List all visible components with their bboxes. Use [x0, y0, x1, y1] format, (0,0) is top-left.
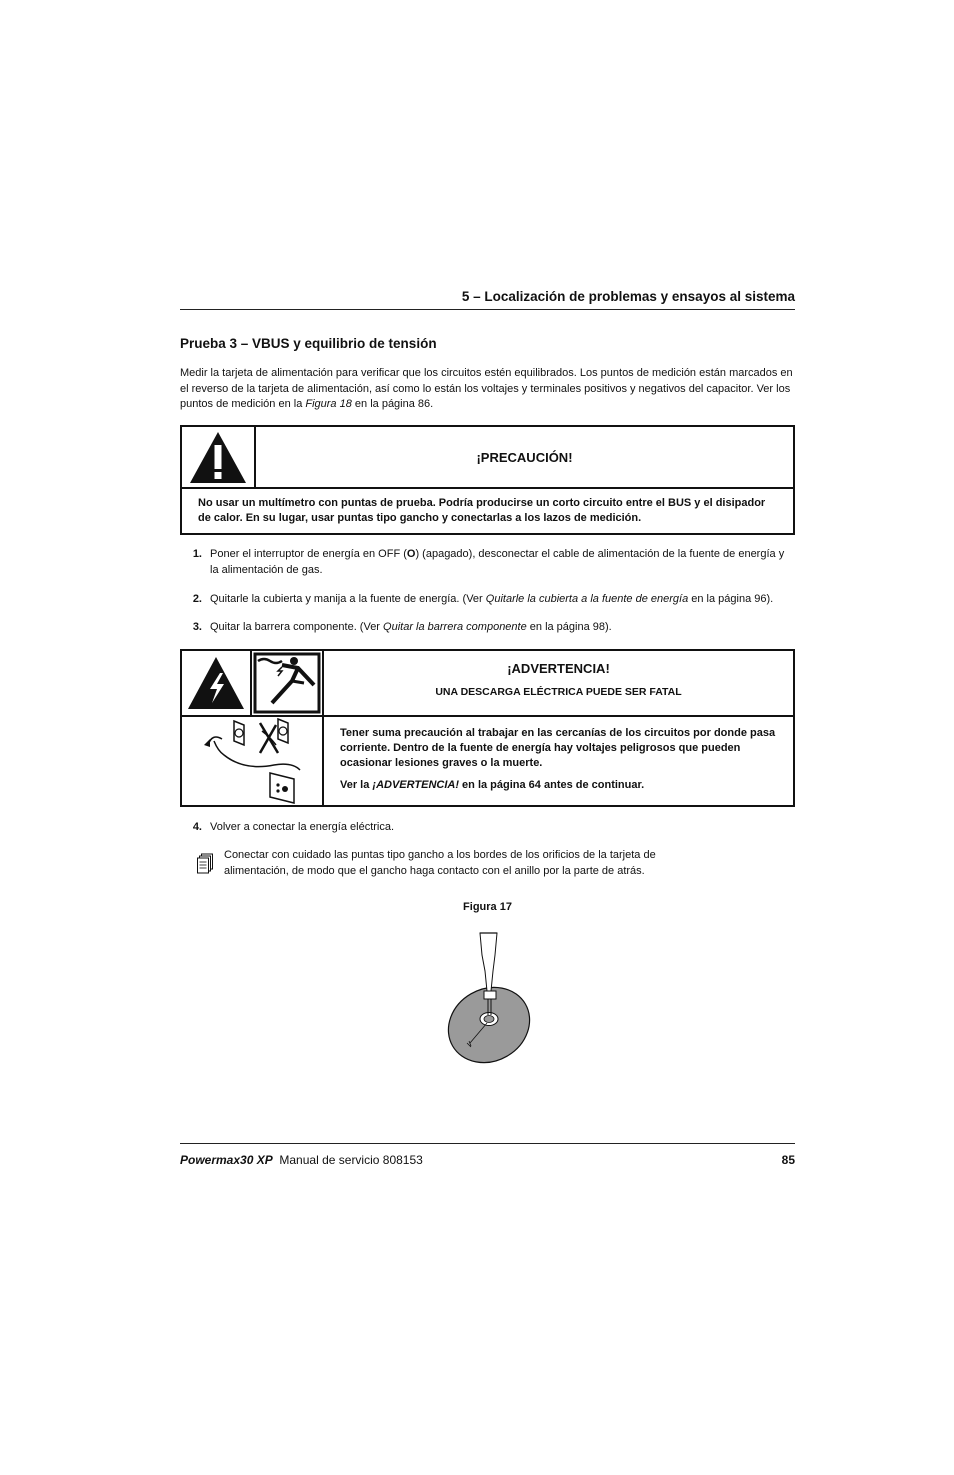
- step-text: [202, 547, 795, 578]
- step-text: [202, 620, 795, 636]
- warning-title-cell: [324, 651, 793, 717]
- footer-rule: [180, 1143, 795, 1144]
- warning-icon-cell-2: [252, 651, 324, 717]
- step-item: [180, 592, 795, 608]
- warning-body-cell: [324, 717, 793, 805]
- chapter-header: 5 – Localización de problemas y ensayos al sistema: [461, 289, 795, 304]
- caution-box: [180, 425, 795, 535]
- manual-title: Manual de servicio 808153: [279, 1153, 423, 1167]
- warning-body: Tener suma precaución al trabajar en las cercanías de los circuitos por donde pasa corriente. Dentro de la fuente de energía hay voltajes peligrosos que pueden ocasionar lesiones graves o la muerte.: [340, 727, 776, 769]
- exclamation-warning-icon: [182, 427, 254, 487]
- step-reference: Quitarle la cubierta a la fuente de energía: [485, 593, 689, 605]
- step-text-before: Quitar la barrera componente. (Ver: [210, 621, 384, 633]
- step-text: [202, 592, 795, 608]
- warning-icon-cell-3: [182, 717, 324, 805]
- intro-text-before: Medir la tarjeta de alimentación para verificar que los circuitos estén equilibrados. Los puntos de medición están marcados en el reverso de la tarjeta de alimentación, así como lo están los voltajes y terminales positivos y negativos del capacitor. Ver los puntos de medición en la: [180, 367, 793, 410]
- step-text: Volver a conectar la energía eléctrica.: [210, 821, 395, 833]
- section-title: Prueba 3 – VBUS y equilibrio de tensión: [180, 336, 437, 351]
- figure-label: Figura 17: [463, 901, 512, 913]
- warning-box: [180, 649, 795, 807]
- footer-left: [180, 1153, 423, 1167]
- page-number: 85: [781, 1153, 795, 1167]
- intro-figure-ref: Figura 18: [305, 398, 352, 410]
- step-number: 3.: [192, 621, 202, 633]
- caution-title: ¡PRECAUCIÓN!: [256, 427, 793, 489]
- step-text-after: ) (apagado), desconectar el cable de alimentación de la fuente de energía y la alimentación de gas.: [210, 548, 785, 576]
- step-text-before: Poner el interruptor de energía en OFF (: [210, 548, 407, 560]
- step-text-after: en la página 98).: [526, 621, 612, 633]
- header-rule: [180, 309, 795, 310]
- step-number: 2.: [192, 593, 202, 605]
- step-number: 4.: [192, 821, 202, 833]
- electric-shock-person-icon: [252, 651, 322, 715]
- step-reference: Quitar la barrera componente: [383, 621, 527, 633]
- page-footer: [180, 1153, 795, 1167]
- step-text-before: Quitarle la cubierta y manija a la fuente de energía. (Ver: [210, 593, 486, 605]
- step-item: [180, 820, 795, 836]
- warning-ref-before: Ver la: [340, 779, 373, 791]
- figure-17-illustration: [440, 925, 540, 1065]
- caution-icon-cell: [182, 427, 256, 489]
- step-text-bold: O: [406, 548, 416, 560]
- warning-icon-cell-1: [182, 651, 252, 717]
- hook-probe-on-board-illustration: [440, 925, 540, 1065]
- intro-paragraph: [180, 366, 795, 413]
- caution-body: No usar un multímetro con puntas de prueba. Podría producirse un corto circuito entre el BUS y el disipador de calor. En su lugar, usar puntas tipo gancho y conectarlas a los lazos de medición.: [198, 497, 766, 524]
- warning-reference: [340, 778, 777, 793]
- intro-text-after: en la página 86.: [351, 398, 434, 410]
- step-item: [180, 547, 795, 578]
- electric-hazard-icon: [182, 651, 250, 715]
- step-item: [180, 620, 795, 636]
- product-name: Powermax30 XP: [180, 1153, 273, 1167]
- step-number: 1.: [192, 548, 202, 560]
- warning-ref-link: ¡ADVERTENCIA!: [372, 779, 459, 791]
- note-text: Conectar con cuidado las puntas tipo gancho a los bordes de los orificios de la tarjeta de alimentación, de modo que el gancho haga contacto con el anillo por la parte de atrás.: [224, 849, 656, 877]
- disconnect-power-icon: [182, 717, 322, 805]
- note-pages-icon: [196, 853, 214, 875]
- warning-title: ¡ADVERTENCIA!: [507, 661, 610, 676]
- warning-ref-after: en la página 64 antes de continuar.: [459, 779, 645, 791]
- step-text-after: en la página 96).: [688, 593, 774, 605]
- warning-subtitle: UNA DESCARGA ELÉCTRICA PUEDE SER FATAL: [435, 686, 682, 698]
